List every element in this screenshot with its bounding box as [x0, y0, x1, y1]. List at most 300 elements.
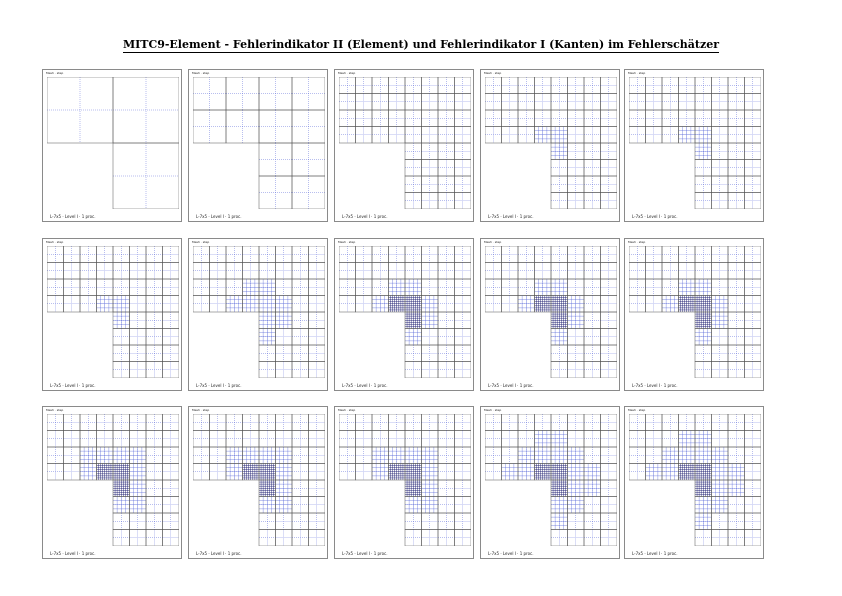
refined-cells [97, 447, 114, 464]
refined-cells [130, 497, 147, 514]
sub-grid-line [422, 513, 439, 530]
sub-grid-line [422, 431, 439, 448]
sub-grid-line [64, 447, 81, 464]
sub-grid-line [712, 77, 729, 94]
sub-grid-line [339, 447, 356, 464]
sub-grid-line [745, 296, 762, 313]
sub-grid-line [629, 94, 646, 111]
sub-grid-line [422, 246, 439, 263]
sub-grid-line [485, 464, 502, 481]
sub-grid-line [210, 414, 227, 431]
sub-grid-line [292, 513, 309, 530]
refined-cells [243, 296, 260, 313]
sub-grid-line [728, 329, 745, 346]
sub-grid-line [712, 345, 729, 362]
sub-grid-line [568, 160, 585, 177]
sub-grid-line [629, 279, 646, 296]
l-shaped-mesh [47, 246, 179, 378]
panel-header: Mesh · step [484, 240, 502, 244]
sub-grid-line [662, 279, 679, 296]
sub-grid-line [551, 362, 568, 379]
sub-grid-line [646, 94, 663, 111]
sub-grid-line [728, 193, 745, 210]
sub-grid-line [455, 110, 472, 127]
sub-grid-line [259, 345, 276, 362]
sub-grid-line [584, 447, 601, 464]
sub-grid-line [292, 329, 309, 346]
sub-grid-line [662, 431, 679, 448]
sub-grid-line [728, 160, 745, 177]
sub-grid-line [422, 94, 439, 111]
sub-grid-line [405, 414, 422, 431]
sub-grid-line [292, 246, 309, 263]
refined-cells [535, 464, 552, 481]
sub-grid-line [584, 127, 601, 144]
refined-cells [113, 312, 130, 329]
sub-grid-line [712, 329, 729, 346]
refined-cells [568, 464, 585, 481]
refined-cells [518, 296, 535, 313]
sub-grid-line [422, 143, 439, 160]
sub-grid-line [405, 345, 422, 362]
sub-grid-line [210, 246, 227, 263]
sub-grid-line [728, 279, 745, 296]
sub-grid-line [568, 143, 585, 160]
sub-grid-line [551, 345, 568, 362]
sub-grid-line [745, 431, 762, 448]
sub-grid-line [405, 143, 422, 160]
sub-grid-line [210, 447, 227, 464]
sub-grid-line [276, 414, 293, 431]
refined-cells [712, 447, 729, 464]
sub-grid-line [646, 77, 663, 94]
sub-grid-line [259, 513, 276, 530]
sub-grid-line [745, 143, 762, 160]
refined-cells [695, 296, 712, 313]
sub-grid-line [712, 414, 729, 431]
refined-cells [389, 464, 406, 481]
sub-grid-line [130, 513, 147, 530]
sub-grid-line [646, 447, 663, 464]
sub-grid-line [438, 127, 455, 144]
sub-grid-line [568, 94, 585, 111]
sub-grid-line [485, 279, 502, 296]
sub-grid-line [64, 464, 81, 481]
sub-grid-line [601, 279, 618, 296]
sub-grid-line [146, 263, 163, 280]
sub-grid-line [601, 94, 618, 111]
sub-grid-line [292, 480, 309, 497]
sub-grid-line [356, 77, 373, 94]
refined-cells [276, 464, 293, 481]
sub-grid-line [259, 77, 292, 110]
sub-grid-line [97, 246, 114, 263]
sub-grid-line [405, 530, 422, 547]
sub-grid-line [712, 127, 729, 144]
refined-cells [568, 312, 585, 329]
sub-grid-line [372, 127, 389, 144]
mesh-panel [42, 238, 182, 391]
panel-footer: L-7x5 · Level I · 1 proc. [632, 383, 678, 388]
refined-cells [679, 464, 696, 481]
sub-grid-line [502, 279, 519, 296]
sub-grid-line [113, 329, 130, 346]
sub-grid-line [601, 414, 618, 431]
sub-grid-line [535, 414, 552, 431]
sub-grid-line [113, 143, 179, 209]
refined-cells [679, 447, 696, 464]
mesh-panel [42, 406, 182, 559]
l-shaped-mesh [485, 77, 617, 209]
sub-grid-line [745, 193, 762, 210]
sub-grid-line [584, 431, 601, 448]
sub-grid-line [438, 94, 455, 111]
sub-grid-line [113, 513, 130, 530]
sub-grid-line [339, 279, 356, 296]
sub-grid-line [568, 279, 585, 296]
sub-grid-line [518, 431, 535, 448]
refined-cells [551, 513, 568, 530]
sub-grid-line [64, 296, 81, 313]
sub-grid-line [276, 362, 293, 379]
sub-grid-line [356, 127, 373, 144]
sub-grid-line [518, 263, 535, 280]
sub-grid-line [193, 464, 210, 481]
refined-cells [695, 497, 712, 514]
refined-cells [551, 296, 568, 313]
refined-cells [712, 464, 729, 481]
sub-grid-line [130, 263, 147, 280]
mesh-panel [480, 238, 620, 391]
sub-grid-line [372, 279, 389, 296]
sub-grid-line [584, 329, 601, 346]
sub-grid-line [163, 279, 180, 296]
sub-grid-line [243, 263, 260, 280]
sub-grid-line [584, 530, 601, 547]
sub-grid-line [193, 414, 210, 431]
sub-grid-line [226, 77, 259, 110]
refined-cells [259, 497, 276, 514]
sub-grid-line [226, 110, 259, 143]
sub-grid-line [193, 279, 210, 296]
sub-grid-line [113, 414, 130, 431]
sub-grid-line [455, 279, 472, 296]
sub-grid-line [728, 497, 745, 514]
panel-header: Mesh · step [338, 240, 356, 244]
refined-cells [259, 480, 276, 497]
sub-grid-line [389, 77, 406, 94]
sub-grid-line [601, 127, 618, 144]
sub-grid-line [518, 414, 535, 431]
refined-cells [535, 431, 552, 448]
sub-grid-line [243, 414, 260, 431]
l-shaped-mesh [629, 246, 761, 378]
sub-grid-line [455, 530, 472, 547]
sub-grid-line [455, 246, 472, 263]
sub-grid-line [309, 431, 326, 448]
sub-grid-line [745, 447, 762, 464]
sub-grid-line [601, 530, 618, 547]
sub-grid-line [728, 176, 745, 193]
sub-grid-line [146, 312, 163, 329]
refined-cells [97, 296, 114, 313]
sub-grid-line [292, 279, 309, 296]
refined-cells [130, 464, 147, 481]
sub-grid-line [584, 176, 601, 193]
sub-grid-line [518, 279, 535, 296]
refined-cells [584, 464, 601, 481]
panel-header: Mesh · step [192, 240, 210, 244]
refined-cells [535, 447, 552, 464]
sub-grid-line [535, 263, 552, 280]
sub-grid-line [339, 127, 356, 144]
sub-grid-line [193, 110, 226, 143]
sub-grid-line [130, 431, 147, 448]
sub-grid-line [64, 431, 81, 448]
sub-grid-line [422, 345, 439, 362]
refined-cells [259, 464, 276, 481]
refined-cells [372, 464, 389, 481]
sub-grid-line [292, 77, 325, 110]
sub-grid-line [292, 176, 325, 209]
sub-grid-line [113, 345, 130, 362]
refined-cells [695, 329, 712, 346]
refined-cells [679, 127, 696, 144]
sub-grid-line [584, 345, 601, 362]
sub-grid-line [64, 246, 81, 263]
sub-grid-line [584, 246, 601, 263]
sub-grid-line [455, 143, 472, 160]
sub-grid-line [568, 246, 585, 263]
refined-cells [695, 464, 712, 481]
refined-cells [276, 296, 293, 313]
refined-cells [662, 464, 679, 481]
refined-cells [551, 464, 568, 481]
sub-grid-line [646, 263, 663, 280]
sub-grid-line [309, 246, 326, 263]
sub-grid-line [646, 414, 663, 431]
refined-cells [113, 296, 130, 313]
sub-grid-line [163, 513, 180, 530]
sub-grid-line [438, 77, 455, 94]
sub-grid-line [259, 414, 276, 431]
sub-grid-line [356, 110, 373, 127]
refined-cells [259, 329, 276, 346]
sub-grid-line [339, 296, 356, 313]
refined-cells [389, 447, 406, 464]
mesh-panel [188, 69, 328, 222]
sub-grid-line [422, 329, 439, 346]
sub-grid-line [372, 414, 389, 431]
sub-grid-line [455, 447, 472, 464]
mesh-panel [42, 69, 182, 222]
mesh-panel [334, 69, 474, 222]
sub-grid-line [695, 176, 712, 193]
panel-header: Mesh · step [484, 408, 502, 412]
sub-grid-line [292, 414, 309, 431]
sub-grid-line [438, 513, 455, 530]
sub-grid-line [113, 530, 130, 547]
sub-grid-line [712, 279, 729, 296]
sub-grid-line [745, 480, 762, 497]
sub-grid-line [309, 345, 326, 362]
sub-grid-line [405, 160, 422, 177]
sub-grid-line [745, 345, 762, 362]
refined-cells [422, 312, 439, 329]
sub-grid-line [146, 329, 163, 346]
sub-grid-line [309, 530, 326, 547]
sub-grid-line [568, 414, 585, 431]
sub-grid-line [568, 329, 585, 346]
sub-grid-line [745, 497, 762, 514]
sub-grid-line [629, 263, 646, 280]
refined-cells [405, 329, 422, 346]
refined-cells [695, 480, 712, 497]
refined-cells [695, 279, 712, 296]
sub-grid-line [455, 127, 472, 144]
sub-grid-line [455, 193, 472, 210]
refined-cells [518, 447, 535, 464]
sub-grid-line [745, 160, 762, 177]
sub-grid-line [695, 263, 712, 280]
sub-grid-line [339, 464, 356, 481]
sub-grid-line [163, 329, 180, 346]
sub-grid-line [163, 431, 180, 448]
sub-grid-line [292, 110, 325, 143]
sub-grid-line [438, 312, 455, 329]
sub-grid-line [745, 513, 762, 530]
sub-grid-line [455, 94, 472, 111]
sub-grid-line [662, 127, 679, 144]
sub-grid-line [485, 94, 502, 111]
sub-grid-line [80, 246, 97, 263]
sub-grid-line [646, 110, 663, 127]
refined-cells [728, 480, 745, 497]
refined-cells [259, 279, 276, 296]
sub-grid-line [422, 176, 439, 193]
sub-grid-line [146, 447, 163, 464]
sub-grid-line [210, 296, 227, 313]
refined-cells [259, 296, 276, 313]
sub-grid-line [292, 296, 309, 313]
sub-grid-line [455, 77, 472, 94]
sub-grid-line [372, 431, 389, 448]
sub-grid-line [679, 77, 696, 94]
sub-grid-line [712, 193, 729, 210]
sub-grid-line [422, 530, 439, 547]
sub-grid-line [485, 447, 502, 464]
sub-grid-line [584, 143, 601, 160]
panel-footer: L-7x5 · Level I · 1 proc. [488, 214, 534, 219]
sub-grid-line [584, 312, 601, 329]
sub-grid-line [518, 94, 535, 111]
sub-grid-line [80, 263, 97, 280]
refined-cells [712, 312, 729, 329]
panel-header: Mesh · step [628, 71, 646, 75]
refined-cells [551, 431, 568, 448]
sub-grid-line [193, 447, 210, 464]
sub-grid-line [226, 414, 243, 431]
sub-grid-line [292, 143, 325, 176]
refined-cells [422, 497, 439, 514]
sub-grid-line [405, 127, 422, 144]
sub-grid-line [356, 94, 373, 111]
sub-grid-line [745, 77, 762, 94]
sub-grid-line [97, 431, 114, 448]
refined-cells [551, 329, 568, 346]
sub-grid-line [728, 345, 745, 362]
sub-grid-line [438, 345, 455, 362]
sub-grid-line [695, 362, 712, 379]
sub-grid-line [292, 263, 309, 280]
sub-grid-line [243, 246, 260, 263]
sub-grid-line [601, 329, 618, 346]
sub-grid-line [518, 246, 535, 263]
sub-grid-line [438, 246, 455, 263]
sub-grid-line [47, 431, 64, 448]
sub-grid-line [356, 431, 373, 448]
sub-grid-line [130, 296, 147, 313]
sub-grid-line [485, 263, 502, 280]
sub-grid-line [712, 110, 729, 127]
refined-cells [551, 127, 568, 144]
l-shaped-mesh [485, 246, 617, 378]
sub-grid-line [146, 530, 163, 547]
sub-grid-line [679, 94, 696, 111]
sub-grid-line [584, 414, 601, 431]
sub-grid-line [130, 362, 147, 379]
sub-grid-line [47, 263, 64, 280]
panel-footer: L-7x5 · Level I · 1 proc. [342, 383, 388, 388]
sub-grid-line [502, 296, 519, 313]
sub-grid-line [695, 77, 712, 94]
sub-grid-line [146, 246, 163, 263]
l-shaped-mesh [193, 246, 325, 378]
sub-grid-line [309, 414, 326, 431]
sub-grid-line [601, 497, 618, 514]
sub-grid-line [712, 160, 729, 177]
title-text: MITC9-Element - Fehlerindikator II (Element) und Fehlerindikator I (Kanten) im Fehlerschätzer [122, 38, 720, 51]
refined-cells [372, 296, 389, 313]
sub-grid-line [551, 414, 568, 431]
sub-grid-line [405, 77, 422, 94]
panel-footer: L-7x5 · Level I · 1 proc. [196, 383, 242, 388]
sub-grid-line [80, 296, 97, 313]
sub-grid-line [163, 464, 180, 481]
sub-grid-line [193, 246, 210, 263]
sub-grid-line [422, 263, 439, 280]
refined-cells [113, 464, 130, 481]
sub-grid-line [47, 447, 64, 464]
sub-grid-line [438, 414, 455, 431]
sub-grid-line [601, 160, 618, 177]
sub-grid-line [551, 530, 568, 547]
sub-grid-line [502, 246, 519, 263]
sub-grid-line [130, 345, 147, 362]
l-shaped-mesh [485, 414, 617, 546]
sub-grid-line [389, 263, 406, 280]
sub-grid-line [551, 110, 568, 127]
sub-grid-line [309, 464, 326, 481]
sub-grid-line [47, 77, 113, 143]
sub-grid-line [146, 414, 163, 431]
sub-grid-line [113, 431, 130, 448]
sub-grid-line [422, 279, 439, 296]
sub-grid-line [502, 447, 519, 464]
sub-grid-line [356, 246, 373, 263]
sub-grid-line [309, 480, 326, 497]
refined-cells [276, 480, 293, 497]
